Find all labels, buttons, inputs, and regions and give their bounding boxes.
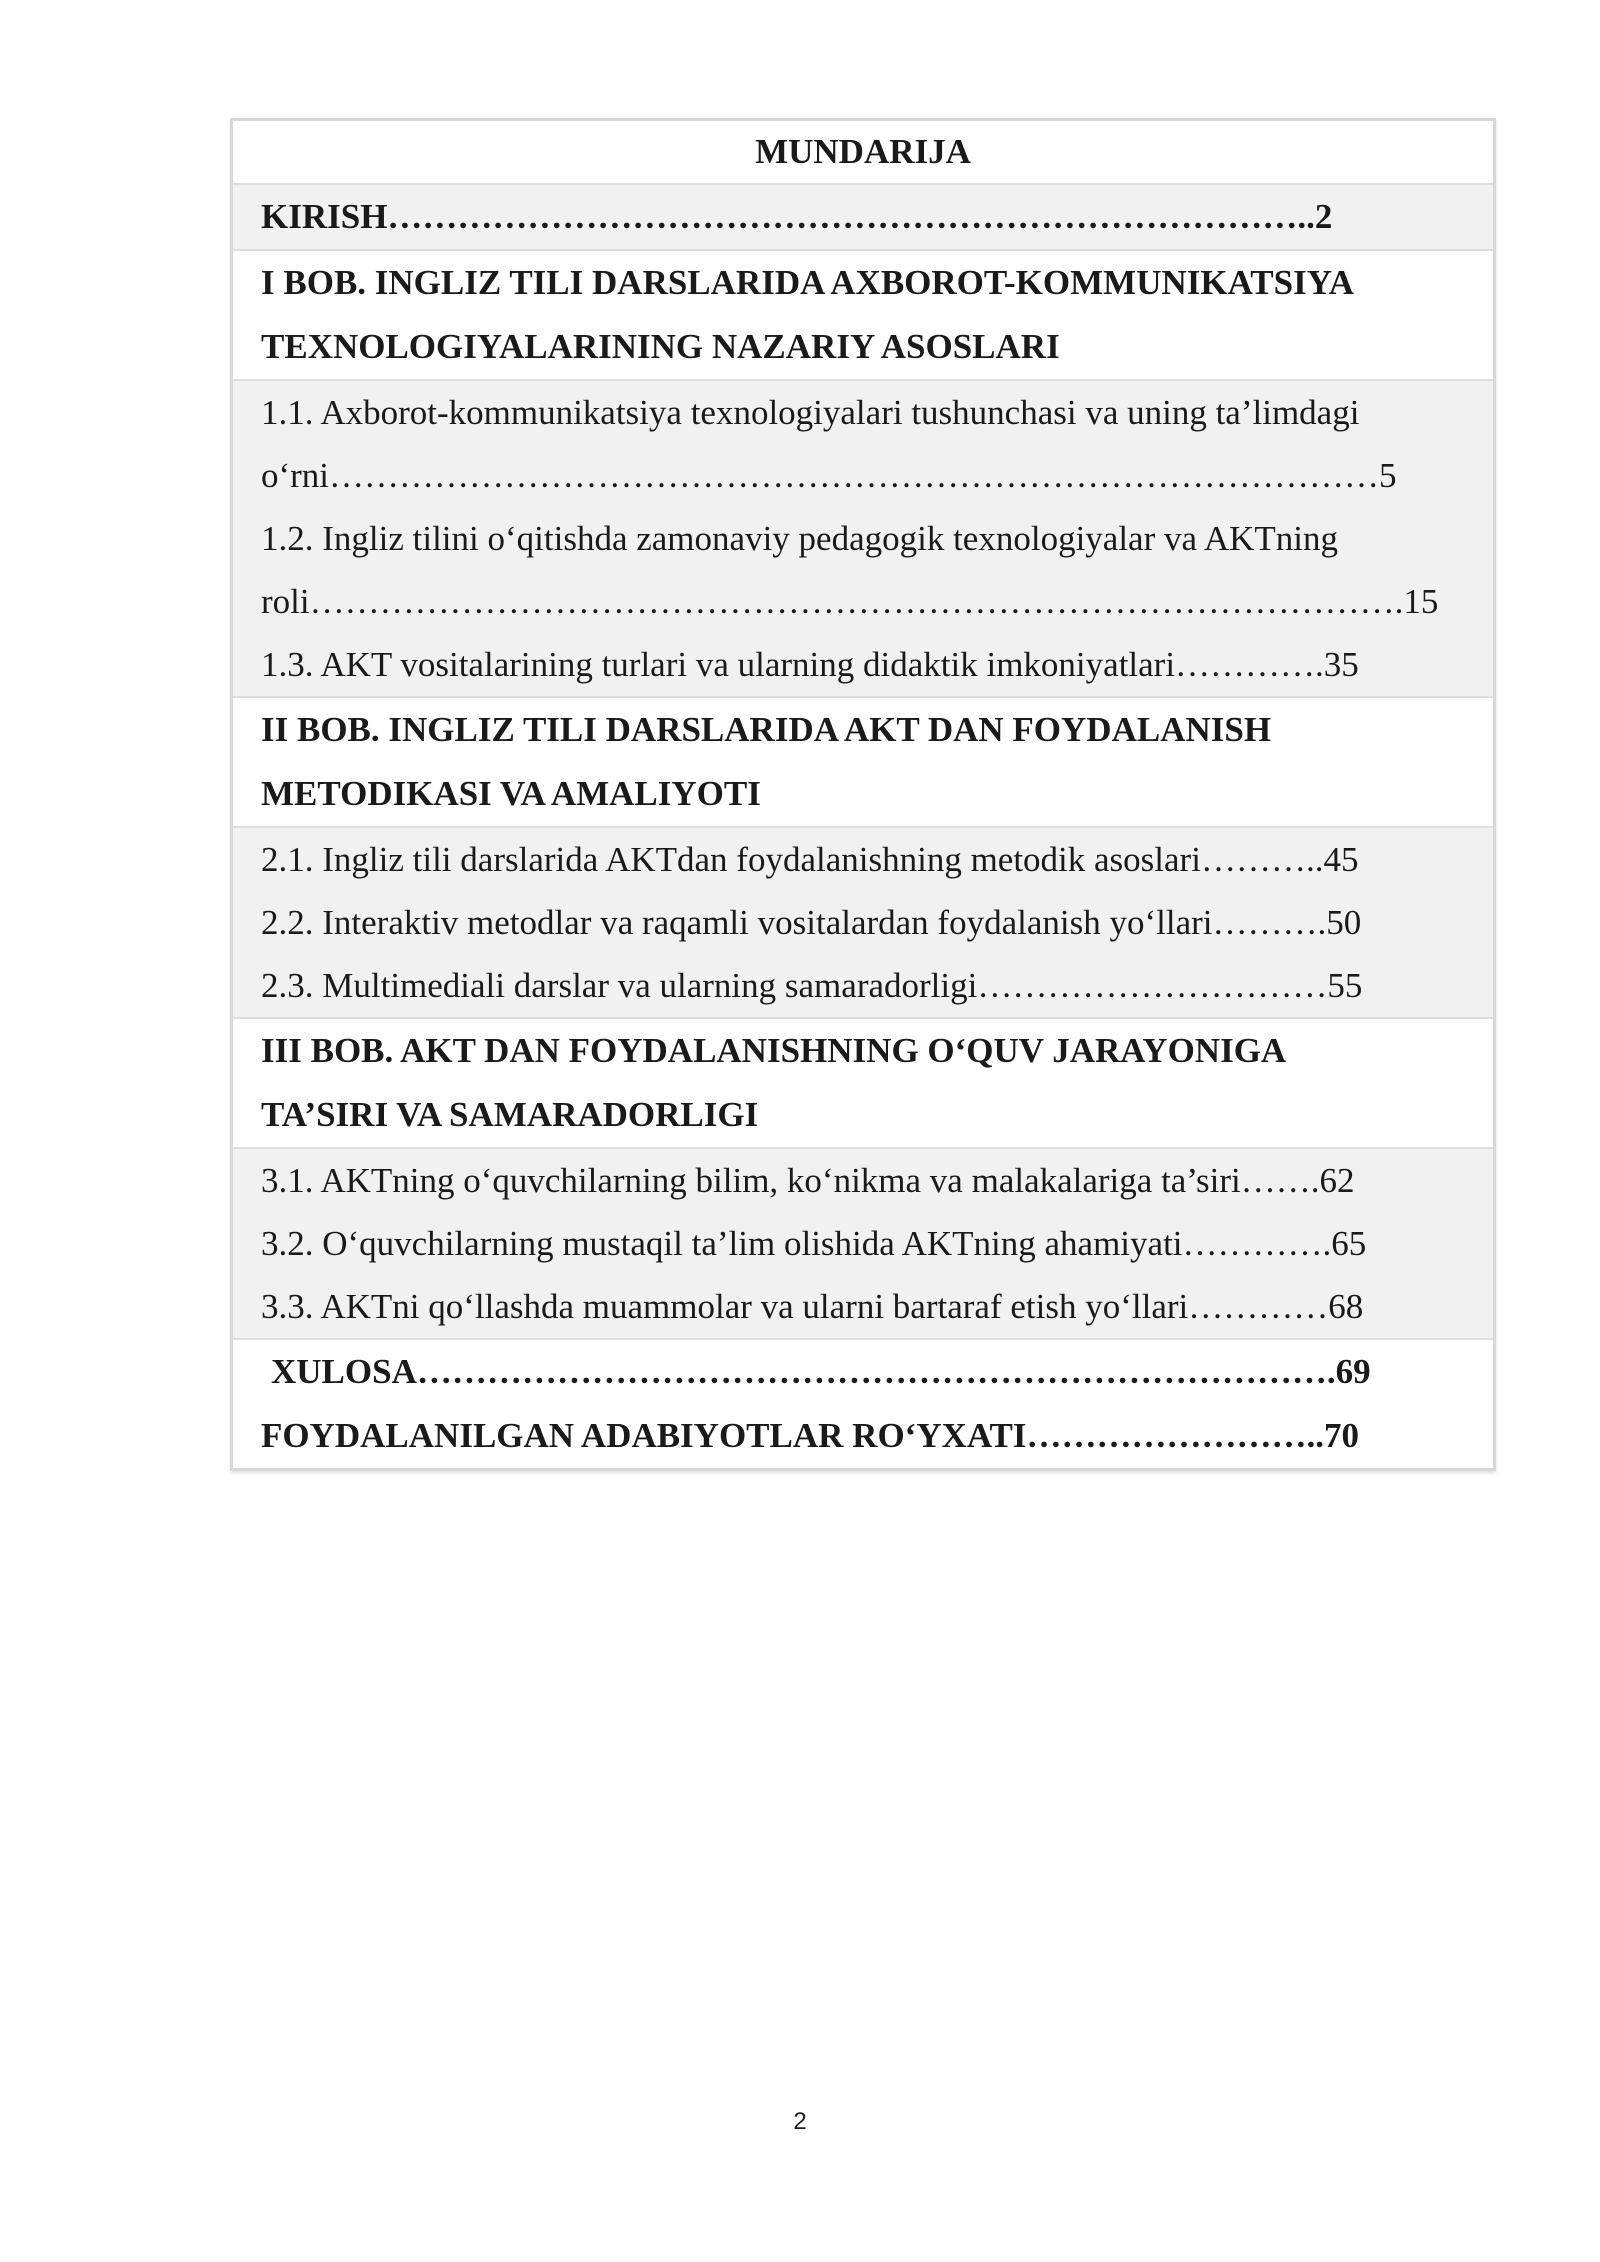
toc-section-2-1: 2.1. Ingliz tili darslarida AKTdan foydalanishning metodik asoslari………..45 [261, 840, 1359, 879]
toc-chapter-3-line-1: III BOB. AKT DAN FOYDALANISHNING O‘QUV JARAYONIGA [261, 1031, 1287, 1070]
toc-closing-row [233, 1340, 1493, 1468]
toc-section-1-2-line-2: roli………………………………………………………………………………….15 [261, 582, 1439, 621]
toc-chapter-2-row [233, 698, 1493, 828]
table-of-contents [230, 118, 1496, 1471]
toc-chapter-2-line-1: II BOB. INGLIZ TILI DARSLARIDA AKT DAN FOYDALANISH [261, 710, 1272, 749]
toc-title: MUNDARIJA [233, 121, 1493, 185]
toc-chapter-3-sections [233, 1149, 1493, 1340]
toc-chapter-1-row [233, 251, 1493, 381]
toc-chapter-3-row [233, 1019, 1493, 1149]
toc-section-2-3: 2.3. Multimediali darslar va ularning samaradorligi…………………………55 [261, 966, 1363, 1005]
toc-entry-kirish: KIRISH……………………………………………………………………..2 [261, 197, 1333, 236]
toc-section-1-1-line-2: o‘rni………………………………………………………………………………5 [261, 456, 1397, 495]
toc-entry-xulosa: XULOSA…………………………………………………………………….69 [271, 1352, 1371, 1391]
toc-section-3-2: 3.2. O‘quvchilarning mustaqil ta’lim olishida AKTning ahamiyati………….65 [261, 1224, 1367, 1263]
toc-chapter-1-line-1: I BOB. INGLIZ TILI DARSLARIDA AXBOROT-KOMMUNIKATSIYA [261, 263, 1355, 302]
page-number: 2 [793, 2108, 807, 2135]
toc-section-1-2-line-1: 1.2. Ingliz tilini o‘qitishda zamonaviy pedagogik texnologiyalar va AKTning [261, 519, 1339, 558]
toc-chapter-2-sections [233, 828, 1493, 1019]
toc-chapter-2-line-2: METODIKASI VA AMALIYOTI [261, 774, 761, 813]
toc-section-2-2: 2.2. Interaktiv metodlar va raqamli vositalardan foydalanish yo‘llari……….50 [261, 903, 1362, 942]
toc-chapter-3-line-2: TA’SIRI VA SAMARADORLIGI [261, 1095, 759, 1134]
toc-section-1-3: 1.3. AKT vositalarining turlari va ularning didaktik imkoniyatlari………….35 [261, 645, 1359, 684]
toc-section-3-1: 3.1. AKTning o‘quvchilarning bilim, ko‘nikma va malakalariga ta’siri…….62 [261, 1161, 1355, 1200]
toc-chapter-1-sections [233, 381, 1493, 698]
toc-section-3-3: 3.3. AKTni qo‘llashda muammolar va ularni bartaraf etish yo‘llari…………68 [261, 1287, 1364, 1326]
toc-chapter-1-line-2: TEXNOLOGIYALARINING NAZARIY ASOSLARI [261, 327, 1060, 366]
toc-entry-adabiyotlar: FOYDALANILGAN ADABIYOTLAR RO‘YXATI……………………..70 [261, 1416, 1360, 1455]
toc-section-1-1-line-1: 1.1. Axborot-kommunikatsiya texnologiyalari tushunchasi va uning ta’limdagi [261, 393, 1360, 432]
toc-entry-kirish-row [233, 185, 1493, 251]
